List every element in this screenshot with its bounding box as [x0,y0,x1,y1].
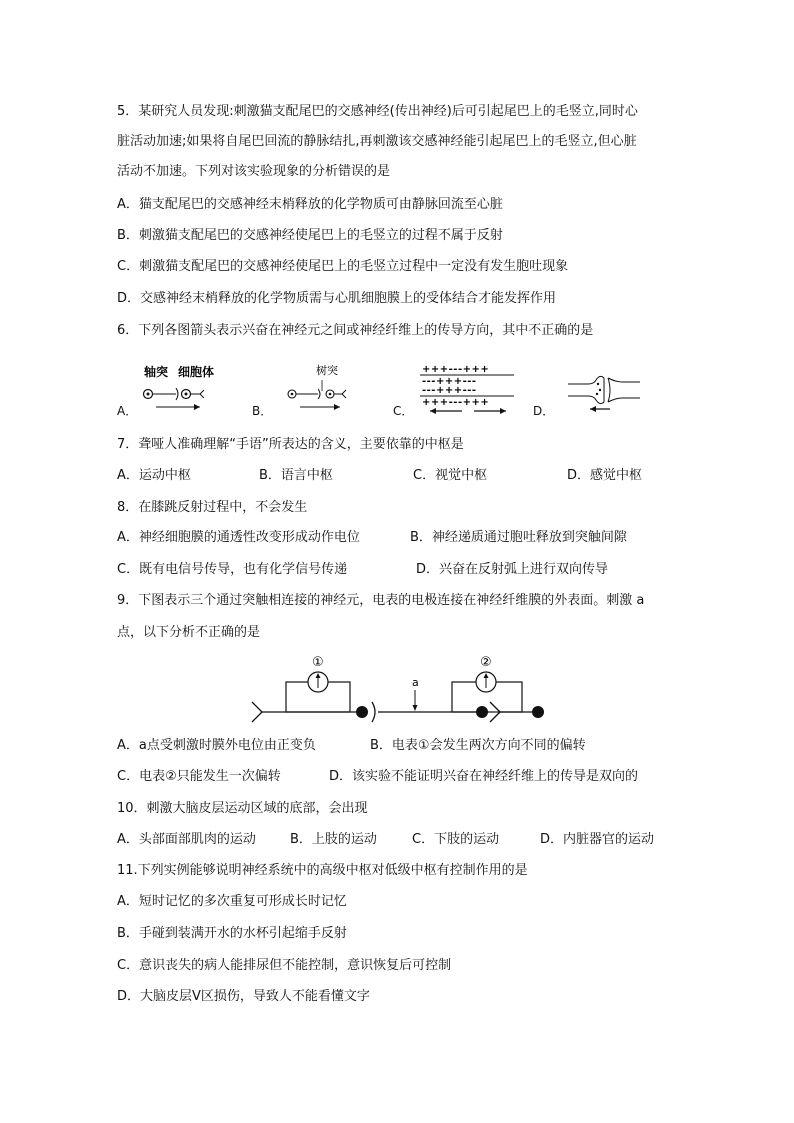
q9-figure [250,650,550,730]
point-a-label: a [412,676,419,689]
q10-option-a: A．头部面部肌肉的运动 [117,832,256,847]
charge-row-3: ---+++--- [422,385,477,396]
q8-stem: 8．在膝跳反射过程中，不会发生 [117,500,308,515]
q9-stem-line-2: 点，以下分析不正确的是 [117,625,261,640]
q5-option-a: A．猫支配尾巴的交感神经末梢释放的化学物质可由静脉回流至心脏 [117,197,503,212]
q7-option-b: B．语言中枢 [259,468,333,483]
q11-option-c: C．意识丧失的病人能排尿但不能控制，意识恢复后可控制 [117,958,452,973]
neuron-1-soma [356,706,368,718]
charge-row-2: ---+++--- [422,376,477,387]
q5-stem-line-3: 活动不加速。下列对该实验现象的分析错误的是 [117,164,391,179]
q6-stem: 6．下列各图箭头表示兴奋在神经元之间或神经纤维上的传导方向，其中不正确的是 [117,323,594,338]
q5-stem-line-1: 5．某研究人员发现:刺激猫支配尾巴的交感神经(传出神经)后可引起尾巴上的毛竖立,同时心 [117,104,638,119]
q10-option-d: D．内脏器官的运动 [540,832,655,847]
q9-option-d: D．该实验不能证明兴奋在神经纤维上的传导是双向的 [329,769,639,784]
q7-option-a: A．运动中枢 [117,468,191,483]
q5-option-b: B．刺激猫支配尾巴的交感神经使尾巴上的毛竖立的过程不属于反射 [117,228,503,243]
q8-option-a: A．神经细胞膜的通透性改变形成动作电位 [117,530,360,545]
q6-label-a: A． [117,404,138,418]
neuron-2-soma [476,706,488,718]
q11-option-d: D．大脑皮层V区损伤，导致人不能看懂文字 [117,989,370,1004]
axon-label: 轴突 [144,365,169,379]
q5-stem-line-2: 脏活动加速;如果将自尾巴回流的静脉结扎,再刺激该交感神经能引起尾巴上的毛竖立,但心脏 [117,134,637,149]
q9-option-b: B．电表①会发生两次方向不同的偏转 [370,738,586,753]
q5-option-d: D．交感神经末梢释放的化学物质需与心肌细胞膜上的受体结合才能发挥作用 [117,291,557,306]
q7-stem: 7．聋哑人准确理解“手语”所表达的含义，主要依靠的中枢是 [117,437,464,452]
q6-label-d: D． [533,404,555,418]
charge-row-1: +++---+++ [422,364,490,375]
soma-label: 细胞体 [178,365,215,379]
q9-option-c: C．电表②只能发生一次偏转 [117,769,281,784]
q6-figure-c [418,362,518,417]
q5-option-c: C．刺激猫支配尾巴的交感神经使尾巴上的毛竖立过程中一定没有发生胞吐现象 [117,259,569,274]
q6-label-b: B． [252,404,273,418]
charge-row-4: +++---+++ [422,397,490,408]
q9-option-a: A．a点受刺激时膜外电位由正变负 [117,738,316,753]
dendrite-label: 树突 [316,364,338,377]
q8-option-d: D．兴奋在反射弧上进行双向传导 [416,562,609,577]
q9-stem-line-1: 9．下图表示三个通过突触相连接的神经元，电表的电极连接在神经纤维膜的外表面。刺激 a [117,593,645,608]
q11-option-a: A．短时记忆的多次重复可形成长时记忆 [117,894,347,909]
q8-option-b: B．神经递质通过胞吐释放到突触间隙 [410,530,627,545]
q6-label-c: C． [393,404,414,418]
q10-option-b: B．上肢的运动 [290,832,377,847]
q11-stem: 11.下列实例能够说明神经系统中的高级中枢对低级中枢有控制作用的是 [117,863,528,878]
neuron-3-soma [532,706,544,718]
q7-option-d: D．感觉中枢 [567,468,643,483]
q10-stem: 10．刺激大脑皮层运动区域的底部，会出现 [117,801,368,816]
q8-option-c: C．既有电信号传导，也有化学信号传递 [117,562,348,577]
q6-figure-b [282,358,362,418]
meter-1-label: ① [312,655,324,670]
q6-figure-d [564,370,644,415]
q11-option-b: B．手碰到装满开水的水杯引起缩手反射 [117,926,347,941]
meter-2-label: ② [480,655,492,670]
q10-option-c: C．下肢的运动 [412,832,500,847]
q7-option-c: C．视觉中枢 [413,468,488,483]
q6-figure-a [136,358,236,418]
